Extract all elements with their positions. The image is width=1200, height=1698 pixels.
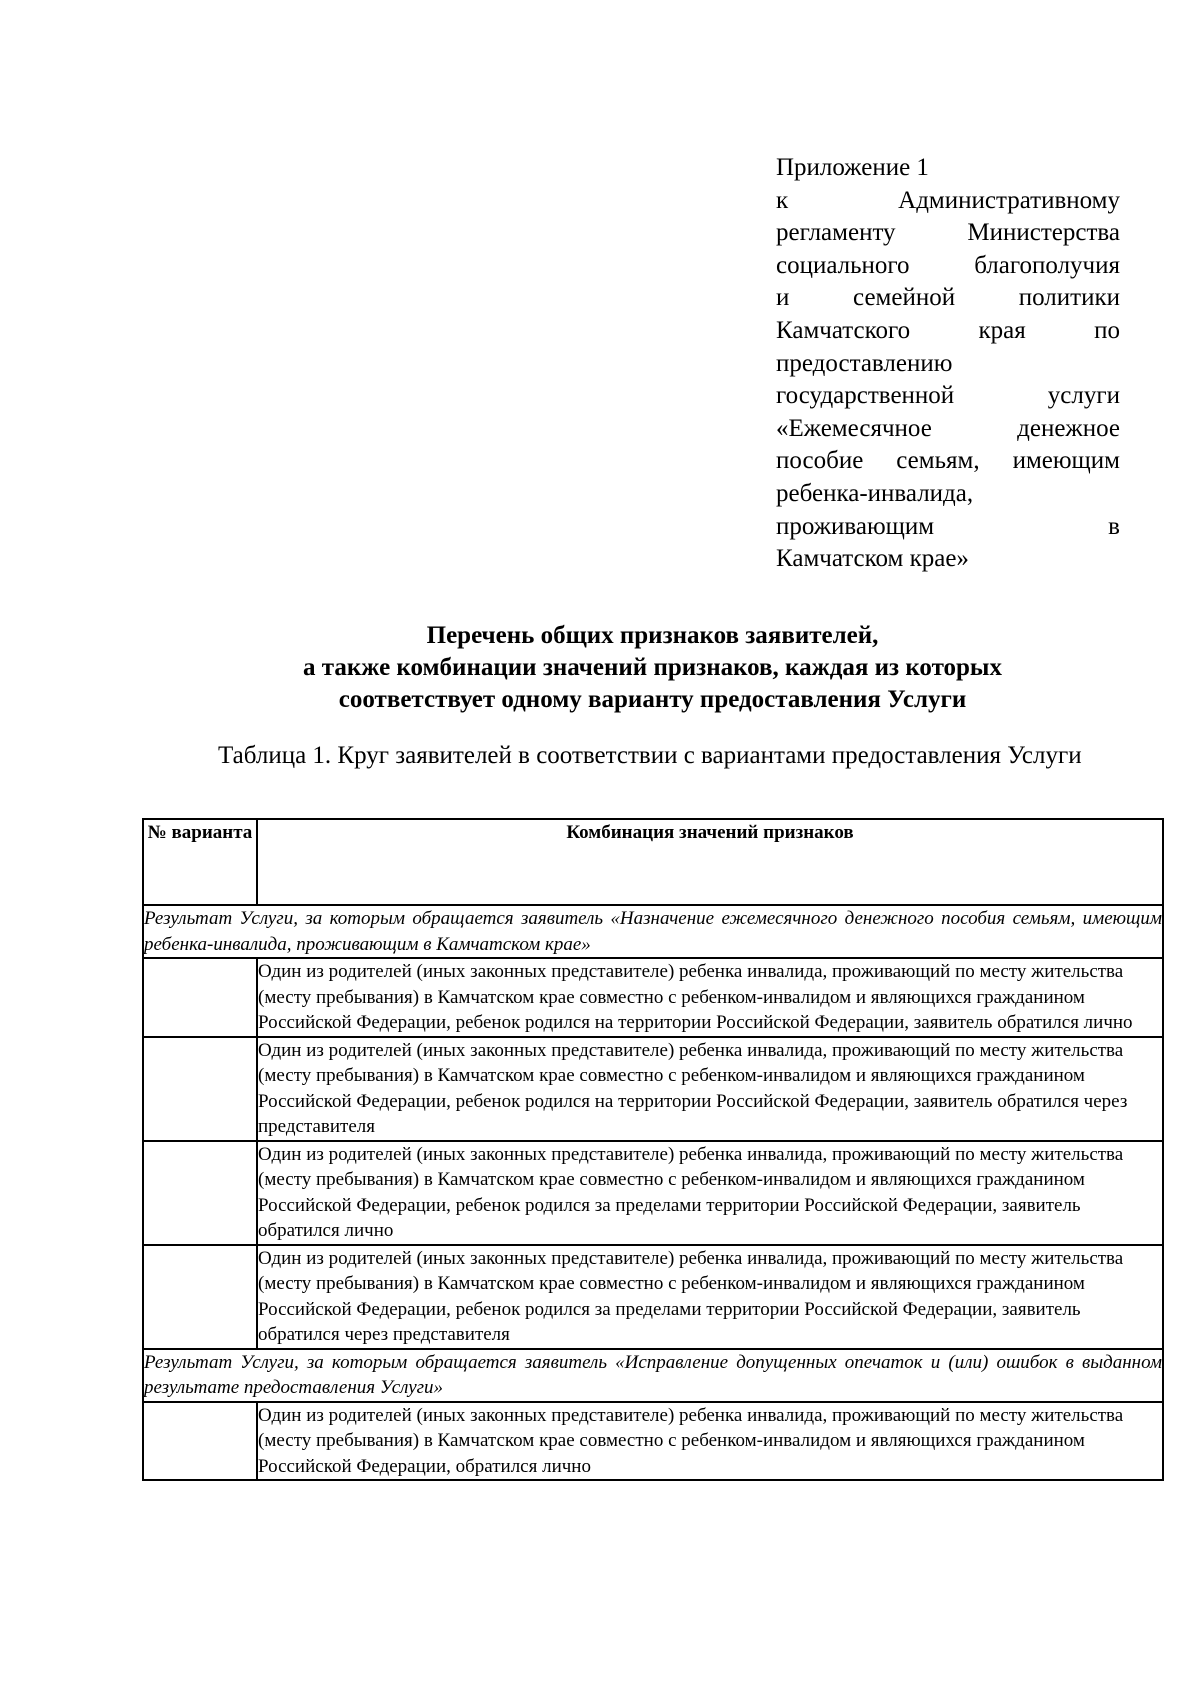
header-combination: Комбинация значений признаков (257, 819, 1163, 905)
table-row (143, 1245, 1163, 1349)
table-row (143, 1402, 1163, 1481)
section-row (143, 905, 1163, 958)
variant-number-cell (143, 1402, 257, 1481)
section-result: Результат Услуги, за которым обращается заявитель «Исправление допущенных опечаток и (или) ошибок в выданном результате предоставления Услуги» (143, 1349, 1163, 1402)
applicants-table (142, 818, 1164, 1481)
appendix-line: и семейной политики (776, 284, 1120, 312)
section-row (143, 1349, 1163, 1402)
title-line: Перечень общих признаков заявителей, (426, 622, 879, 649)
appendix-line: пособие семьям, имеющим (776, 447, 1120, 475)
appendix-line: предоставлению (776, 349, 953, 377)
table-row (143, 1037, 1163, 1141)
combination-cell: Один из родителей (иных законных представителе) ребенка инвалида, проживающий по месту жительства (месту пребывания) в Камчатском крае совместно с ребенком-инвалидом и являющихся гражданином Российской Федерации, ребенок родился за пределами территории Российской Федерации, заявитель обратился через представителя (257, 1245, 1163, 1349)
appendix-line: регламенту Министерства (776, 219, 1120, 247)
combination-cell: Один из родителей (иных законных представителе) ребенка инвалида, проживающий по месту жительства (месту пребывания) в Камчатском крае совместно с ребенком-инвалидом и являющихся гражданином Российской Федерации, ребенок родился на территории Российской Федерации, заявитель обратился через представителя (257, 1037, 1163, 1141)
appendix-line: Приложение 1 (776, 154, 929, 181)
combination-cell: Один из родителей (иных законных представителе) ребенка инвалида, проживающий по месту жительства (месту пребывания) в Камчатском крае совместно с ребенком-инвалидом и являющихся гражданином Российской Федерации, ребенок родился за пределами территории Российской Федерации, заявитель обратился лично (257, 1141, 1163, 1245)
table-header-row (143, 819, 1163, 905)
variant-number-cell (143, 1245, 257, 1349)
variant-number-cell (143, 1141, 257, 1245)
appendix-line: Камчатского края по (776, 316, 1120, 344)
table-row (143, 1141, 1163, 1245)
appendix-note (776, 152, 1120, 576)
appendix-line: проживающим в (776, 512, 1120, 540)
appendix-line: ребенка-инвалида, (776, 479, 974, 507)
document-title (142, 620, 1163, 716)
table-caption: Таблица 1. Круг заявителей в соответствии с вариантами предоставления Услуги (218, 742, 1082, 769)
title-line: соответствует одному варианту предоставления Услуги (338, 686, 967, 713)
appendix-line: «Ежемесячное денежное (776, 414, 1120, 442)
section-result: Результат Услуги, за которым обращается заявитель «Назначение ежемесячного денежного пособия семьям, имеющим ребенка-инвалида, проживающим в Камчатском крае» (143, 905, 1163, 958)
appendix-line: Камчатском крае» (776, 545, 969, 573)
appendix-line: социального благополучия (776, 251, 1120, 279)
title-line: а также комбинации значений признаков, каждая из которых (303, 654, 1002, 681)
variant-number-cell (143, 1037, 257, 1141)
combination-cell: Один из родителей (иных законных представителе) ребенка инвалида, проживающий по месту жительства (месту пребывания) в Камчатском крае совместно с ребенком-инвалидом и являющихся гражданином Российской Федерации, ребенок родился на территории Российской Федерации, заявитель обратился лично (257, 958, 1163, 1037)
variant-number-cell (143, 958, 257, 1037)
appendix-line: к Административному (776, 186, 1120, 214)
combination-cell: Один из родителей (иных законных представителе) ребенка инвалида, проживающий по месту жительства (месту пребывания) в Камчатском крае совместно с ребенком-инвалидом и являющихся гражданином Российской Федерации, обратился лично (257, 1402, 1163, 1481)
header-variant-number: № варианта (143, 819, 257, 905)
table-row (143, 958, 1163, 1037)
appendix-line: государственной услуги (776, 382, 1120, 410)
